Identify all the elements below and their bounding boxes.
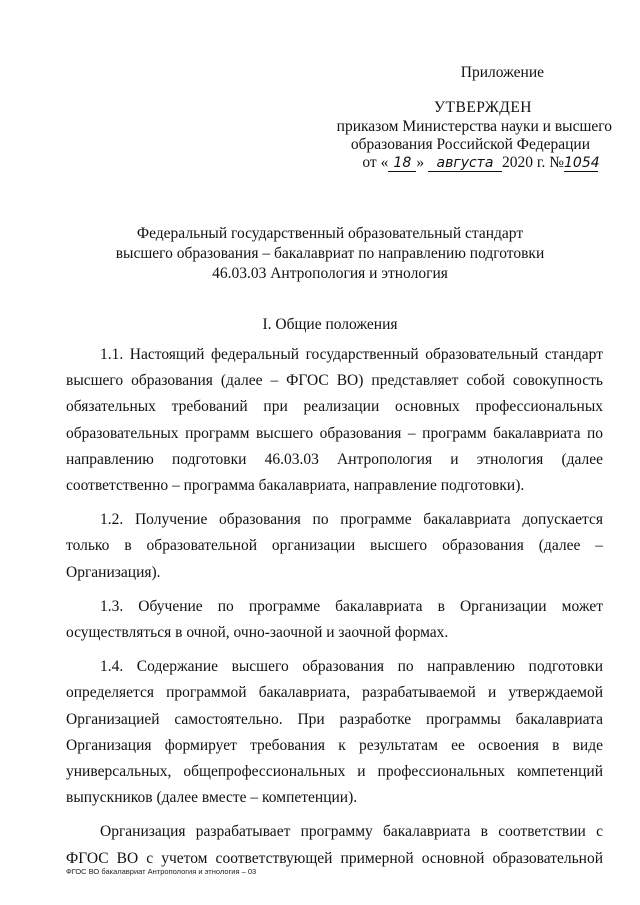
order-line-1: приказом Министерства науки и высшего [336,118,612,135]
year-text: 2020 г. № [501,154,564,171]
document-title [60,224,600,284]
date-prefix: от « [362,154,389,171]
section-heading: I. Общие положения [262,316,398,333]
order-line-2: образования Российской Федерации [350,136,590,153]
paragraph-1-2: 1.2. Получение образования по программе бакалавриата допускается только в образовательной организации высшего образования (далее – Организация). [66,511,603,581]
paragraph-1-4: 1.4. Содержание высшего образования по направлению подготовки определяется программой бакалавриата, разрабатываемой и утверждаемой Организацией самостоятельно. При разработке программы бакалавриата Организация формирует требования к результатам ее освоения в виде универсальных, общепрофессиональных и профессиональных компетенций выпускников (далее вместе – компетенции). [66,658,603,807]
body-text [66,342,603,872]
paragraph-1-3: 1.3. Обучение по программе бакалавриата в Организации может осуществляться в очной, очно-заочной и заочной формах. [66,597,603,642]
order-number: 1054 [564,155,600,171]
title-line-1: Федеральный государственный образовательный стандарт [136,225,524,242]
order-date-line [362,154,598,172]
paragraph-1-1: 1.1. Настоящий федеральный государственный образовательный стандарт высшего образования (далее – ФГОС ВО) представляет собой совокупность обязательных требований при реализации основных профессиональных образовательных программ высшего образования – программ бакалавриата по направлению подготовки 46.03.03 Антропология и этнология (далее соответственно – программа бакалавриата, направление подготовки). [66,346,603,495]
appendix-label: Приложение [460,64,544,81]
date-mid: » [416,154,425,171]
paragraph-continued: Организация разрабатывает программу бакалавриата в соответствии с ФГОС ВО с учетом соответствующей примерной основной образовательной [66,823,603,867]
title-line-3: 46.03.03 Антропология и этнология [212,265,448,282]
order-month: августа [428,155,502,172]
order-day: 18 [388,155,416,172]
approved-label: УТВЕРЖДЕН [434,99,532,116]
page-footer: ФГОС ВО бакалавриат Антропология и этнология – 03 [66,867,257,876]
title-line-2: высшего образования – бакалавриат по направлению подготовки [115,245,545,262]
